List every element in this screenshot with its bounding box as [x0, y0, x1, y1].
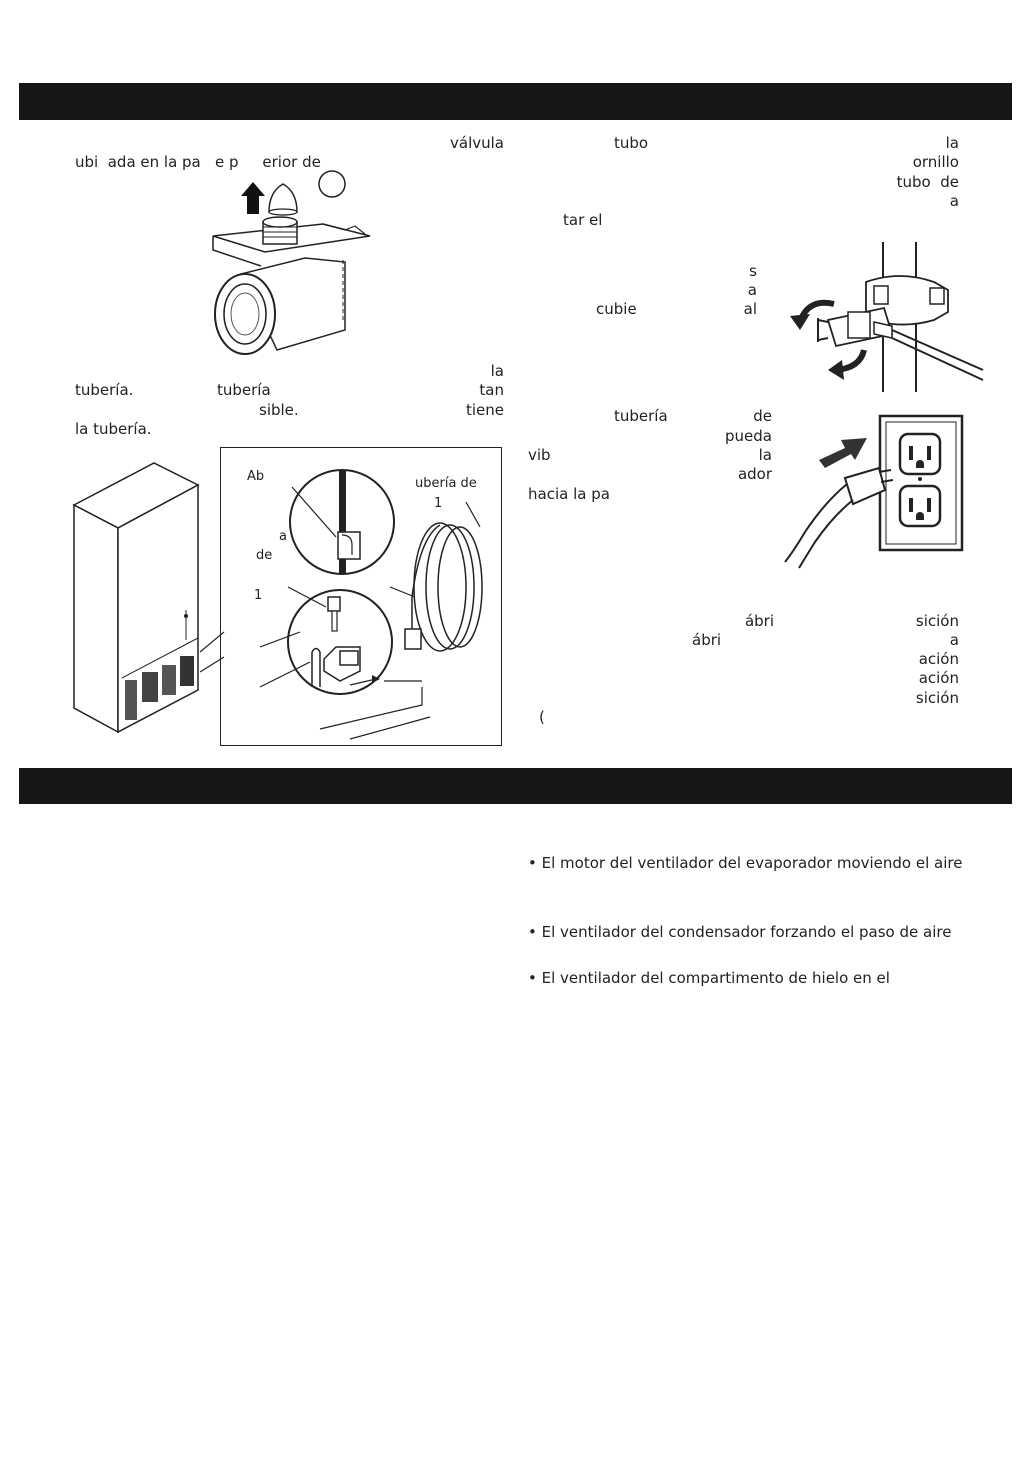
bullet-item: • El ventilador del compartimento de hielo en el — [528, 969, 890, 987]
right-acion-1: ación — [918, 650, 959, 668]
water-valve-illustration — [205, 170, 375, 360]
saddle-valve-illustration — [788, 242, 988, 397]
right-hacia: hacia la pa — [528, 485, 610, 503]
left-p2-line-1: la — [490, 362, 504, 380]
diagram-label-one-a: 1 — [434, 496, 443, 511]
section-header-bar-bottom — [19, 768, 1012, 804]
right-la2: la — [758, 446, 772, 464]
right-acion-2: ación — [918, 669, 959, 687]
right-a2: a — [747, 281, 757, 299]
right-sicion-1: sición — [915, 612, 959, 630]
left-p2-line-2-right: tan — [479, 381, 504, 399]
right-la: la — [945, 134, 959, 152]
outlet-plug-illustration — [775, 412, 975, 572]
right-tubo-de: tubo de — [896, 173, 959, 191]
left-line-1: válvula — [450, 134, 504, 152]
bullet-item: • El motor del ventilador del evaporador moviendo el aire — [528, 854, 963, 872]
right-tubo: tubo — [614, 134, 649, 152]
diagram-label-a: a — [279, 529, 287, 544]
diagram-label-de: de — [256, 548, 273, 563]
right-al: al — [743, 300, 757, 318]
right-ornillo: ornillo — [912, 153, 959, 171]
right-a3: a — [949, 631, 959, 649]
section-header-bar-top — [19, 83, 1012, 120]
left-p2-line-3a: sible. — [259, 401, 299, 419]
right-de: de — [753, 407, 772, 425]
right-vib: vib — [528, 446, 551, 464]
diagram-label-ab: Ab — [247, 469, 265, 484]
right-abri-1: ábri — [744, 612, 774, 630]
right-abri-2: ábri — [692, 631, 722, 649]
diagram-label-tuberia: ubería de — [415, 476, 477, 491]
left-p2-line-3-right: tiene — [465, 401, 504, 419]
right-tar-el: tar el — [563, 211, 603, 229]
left-line-2: ubi ada en la pa e p erior de — [75, 153, 321, 171]
right-paren: ( — [539, 708, 545, 726]
left-p2-line-2b: tubería — [217, 381, 271, 399]
right-tuberia: tubería — [614, 407, 668, 425]
right-pueda: pueda — [725, 427, 772, 445]
right-cubie: cubie — [596, 300, 637, 318]
right-sicion-2: sición — [915, 689, 959, 707]
diagram-label-one-b: 1 — [254, 588, 263, 603]
right-s: s — [749, 262, 757, 280]
right-a: a — [949, 192, 959, 210]
left-p2-line-2a: tubería. — [75, 381, 134, 399]
bullet-item: • El ventilador del condensador forzando el paso de aire — [528, 923, 952, 941]
right-ador: ador — [737, 465, 772, 483]
left-p2-line-4: la tubería. — [75, 420, 152, 438]
